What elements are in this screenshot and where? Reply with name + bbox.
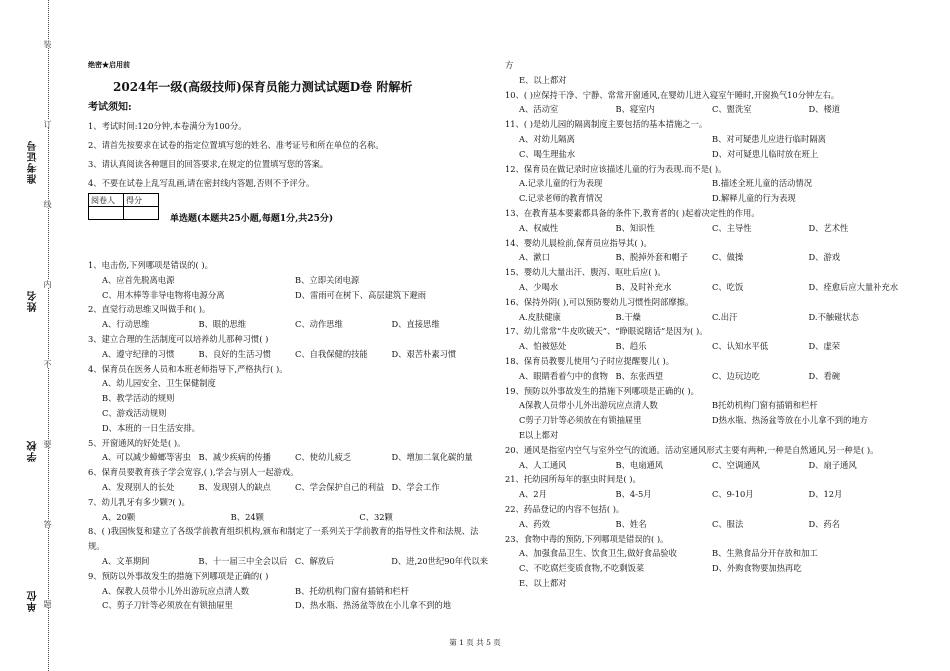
option-row [505, 280, 905, 295]
option-text: A、活动室 [519, 104, 559, 115]
option-text: C、认知水平低 [712, 341, 769, 352]
seal-char: 题 [43, 600, 52, 608]
option-text: C、9-10月 [712, 489, 754, 500]
option-text: A、加强食品卫生、饮食卫生,做好食品验收 [519, 548, 677, 559]
option-text: D.解释儿童的行为表现 [712, 193, 796, 204]
sidebar-label: 准考证号 [28, 140, 39, 184]
question-text: 16、保持外阴( ),可以预防婴幼儿习惯性阴部摩擦。 [505, 296, 694, 307]
question-text: 18、保育员教婴儿使用勺子时应提醒婴儿( )。 [505, 355, 675, 366]
option-row [88, 376, 488, 391]
option-text: D、看碗 [808, 370, 841, 381]
option-row [505, 546, 905, 561]
question-text: 15、婴幼儿大量出汗、腹泻、呕吐后应( )。 [505, 267, 666, 278]
option-row [88, 450, 488, 465]
option-text: C、边玩边吃 [712, 370, 760, 381]
option-row [505, 102, 905, 117]
option-text: C、喝生理盐水 [519, 148, 576, 159]
option-text: D、雷雨可在树下、高层建筑下避雨 [295, 289, 427, 300]
option-text: B、减少疾病的传播 [198, 452, 271, 463]
option-text: D、游戏 [808, 252, 841, 263]
question-text: 5、开窗通风的好处是( )。 [88, 437, 186, 448]
rule-item: 2、请首先按要求在试卷的指定位置填写您的姓名、准考证号和所在单位的名称。 [88, 140, 384, 150]
option-text: D、痊愈后应大量补充水 [808, 281, 899, 292]
notice-heading: 考试须知: [88, 102, 132, 113]
question-text: 3、建立合理的生活制度可以培养幼儿那种习惯( ) [88, 333, 269, 344]
option-text: C、动作思维 [295, 319, 343, 330]
score-table [88, 193, 159, 220]
option-text: A.皮肤健康 [519, 311, 561, 322]
option-text: C、32颗 [359, 511, 393, 522]
option-text: A、可以减少蟑螂等害虫 [102, 452, 191, 463]
option-text: B、教学活动的规则 [102, 393, 175, 404]
exam-title: 2024年一级(高级技师)保育员能力测试试题D卷 附解析 [113, 80, 413, 94]
notice-rules [88, 117, 384, 193]
binding-margin [0, 0, 60, 671]
option-text: A、少喝水 [519, 281, 559, 292]
option-text: B、及时补充水 [615, 281, 672, 292]
option-text: D、热水瓶、热汤盆等放在小儿拿不到的地 [295, 600, 451, 611]
option-row [505, 458, 905, 473]
option-text: C、吃饭 [712, 281, 744, 292]
secret-label: 绝密★启用前 [88, 60, 130, 69]
reviewer-input[interactable] [89, 207, 124, 220]
option-row [505, 398, 905, 413]
rule-item: 1、考试时间:120分钟,本卷满分为100分。 [88, 121, 247, 131]
option-text: C、盥洗室 [712, 104, 752, 115]
option-row [88, 584, 488, 599]
option-text: B、趋乐 [615, 341, 647, 352]
option-text: B、发现别人的缺点 [198, 481, 271, 492]
option-text: E、以上都对 [519, 577, 567, 588]
option-text: C、主导性 [712, 222, 752, 233]
sidebar-label: 学校 [28, 440, 39, 462]
option-text: D、楼道 [808, 104, 841, 115]
seal-char: 要 [43, 440, 52, 448]
option-row [88, 347, 488, 362]
option-text: D、对可疑患儿临时放在班上 [712, 148, 819, 159]
sidebar-label: 单位 [28, 590, 39, 612]
seal-char: 订 [43, 120, 52, 128]
option-row [505, 561, 905, 576]
question-text: 22、药品登记的内容不包括( )。 [505, 503, 625, 514]
option-row [88, 288, 488, 303]
seal-char: 线 [43, 200, 52, 208]
option-row [505, 176, 905, 191]
question-text: 7、幼儿乳牙有多少颗?( )。 [88, 496, 190, 507]
question-text: 19、预防以外事故发生的措施下列哪项是正确的( )。 [505, 385, 699, 396]
option-text: D热水瓶、热汤盆等放在小儿拿不到的地方 [712, 415, 868, 426]
question-text: 10、( )应保持干净、宁静、常常开窗通风,在婴幼儿进入寝室午睡时,开窗换气10分钟左右。 [505, 89, 840, 100]
option-text: B、姓名 [615, 518, 647, 529]
option-text: B、24颗 [230, 511, 264, 522]
option-text: B、4-5月 [615, 489, 652, 500]
question-text: 8、( )我国恢复和建立了各级学前教育组织机构,颁布和制定了一系列关于学前教育的指导性文件和法规、法规。 [88, 526, 479, 552]
question-text: 方 [505, 60, 514, 70]
option-row [505, 191, 905, 206]
option-row [505, 250, 905, 265]
option-text: C、做操 [712, 252, 744, 263]
score-input[interactable] [124, 207, 159, 220]
option-row [505, 132, 905, 147]
option-text: C.出汗 [712, 311, 738, 322]
option-row [88, 391, 488, 406]
question-text: 1、电击伤,下列哪项是错误的( )。 [88, 260, 213, 270]
option-text: B、眼的思维 [198, 319, 247, 330]
option-text: D、艺术性 [808, 222, 849, 233]
option-text: D、直接思维 [391, 319, 440, 330]
option-text: D、学会工作 [391, 481, 440, 492]
option-row [505, 517, 905, 532]
option-text: C剪子刀针等必须放在有锁抽屉里 [519, 415, 642, 426]
question-text: 13、在教育基本要素都具备的条件下,教育者的( )起着决定性的作用。 [505, 207, 760, 218]
option-text: B、寝室内 [615, 104, 655, 115]
option-row [88, 273, 488, 288]
option-text: B、电扇通风 [615, 459, 664, 470]
option-text: D.不触碰状态 [808, 311, 859, 322]
option-row [505, 413, 905, 428]
option-row [505, 576, 905, 591]
option-text: A.记录儿童的行为表现 [519, 178, 603, 189]
option-text: A、行动思维 [102, 319, 150, 330]
seal-char: 答 [43, 520, 52, 528]
option-text: C、不吃腐烂变质食物,不吃剩饭菜 [519, 563, 645, 574]
rule-item: 3、请认真阅读各种题目的回答要求,在规定的位置填写您的答案。 [88, 159, 329, 169]
option-row [505, 310, 905, 325]
option-row [505, 73, 905, 88]
seal-line [48, 0, 49, 671]
option-row [505, 369, 905, 384]
option-text: B、生熟食品分开存放和加工 [712, 548, 818, 559]
option-row [88, 421, 488, 436]
option-row [88, 406, 488, 421]
option-text: D、虚荣 [808, 341, 841, 352]
question-text: 17、幼儿常常“牛皮吹破天”、“睁眼说瞎话”是因为( )。 [505, 326, 708, 337]
question-column-right [505, 58, 905, 591]
question-text: 20、通风是指室内空气与室外空气的流通。活动室通风形式主要有两种,一种是自然通风,另一种是( )。 [505, 444, 879, 455]
option-text: A、发现别人的长处 [102, 481, 175, 492]
option-text: D、艰苦朴素习惯 [391, 348, 457, 359]
option-text: D、进,20世纪90年代以来 [391, 555, 488, 566]
option-text: D、药名 [808, 518, 841, 529]
option-row [88, 554, 488, 569]
option-text: C、自我保健的技能 [295, 348, 368, 359]
option-text: E以上都对 [519, 429, 559, 440]
option-text: A、怕被惩处 [519, 341, 567, 352]
option-text: B、对可疑患儿应进行临时隔离 [712, 133, 826, 144]
option-text: A、应首先脱离电源 [102, 274, 175, 285]
option-row [88, 510, 488, 525]
question-text: 21、托幼园所每年的驱虫时间是( )。 [505, 474, 641, 485]
sidebar-label: 姓名 [28, 290, 39, 312]
option-row [88, 480, 488, 495]
option-text: D、12月 [808, 489, 843, 500]
option-text: D、外购食物要加热再吃 [712, 563, 802, 574]
option-text: D、扇子通风 [808, 459, 857, 470]
option-text: A、2月 [519, 489, 547, 500]
option-text: A、漱口 [519, 252, 550, 263]
option-text: E、以上都对 [519, 74, 567, 85]
option-text: A、保教人员带小儿外出游玩应点清人数 [102, 585, 250, 596]
option-text: A、眼睛看着勺中的食物 [519, 370, 608, 381]
seal-char: 不 [43, 360, 52, 368]
option-text: C.记录老师的教育情况 [519, 193, 603, 204]
option-text: B、良好的生活习惯 [198, 348, 271, 359]
question-text: 4、保育员在医务人员和本班老师指导下,严格执行( )。 [88, 363, 288, 374]
option-text: C、服法 [712, 518, 744, 529]
option-text: C、用木棒等非导电物将电源分离 [102, 289, 225, 300]
option-text: B、立即关闭电源 [295, 274, 360, 285]
section-title: 单选题(本题共25小题,每题1分,共25分) [170, 214, 334, 224]
seal-char: 内 [43, 280, 52, 288]
option-text: A、对幼儿隔离 [519, 133, 575, 144]
question-text: 2、直觉行动思维又叫做手和( )。 [88, 304, 211, 315]
option-text: A、遵守纪律的习惯 [102, 348, 175, 359]
option-text: B托幼机构门窗有插销和栏杆 [712, 400, 818, 411]
question-column-left [88, 258, 488, 613]
rule-item: 4、不要在试卷上乱写乱画,请在密封线内答题,否则不予评分。 [88, 178, 315, 188]
question-text: 14、婴幼儿晨检前,保育员应指导其( )。 [505, 237, 652, 248]
option-text: D、本班的一日生活安排。 [102, 422, 200, 433]
option-text: C、解放后 [294, 555, 335, 566]
option-text: A、文革期间 [102, 555, 150, 566]
option-text: B、东张西望 [615, 370, 664, 381]
question-text: 11、( )是幼儿园的隔离制度主要包括的基本措施之一。 [505, 119, 708, 130]
question-text: 9、预防以外事故发生的措施下列哪项是正确的( ) [88, 570, 269, 581]
option-text: A、权威性 [519, 222, 559, 233]
option-row [505, 147, 905, 162]
option-text: C、空调通风 [712, 459, 760, 470]
option-text: A、药效 [519, 518, 550, 529]
option-row [505, 339, 905, 354]
option-text: C、剪子刀针等必须放在有锁抽屉里 [102, 600, 233, 611]
option-row [505, 428, 905, 443]
option-text: A、20颗 [102, 511, 136, 522]
option-row [88, 598, 488, 613]
option-text: B、十一届三中全会以后 [198, 555, 288, 566]
option-text: D、增加二氧化碳的量 [391, 452, 473, 463]
score-cell: 得分 [124, 194, 159, 207]
question-text: 6、保育员要教育孩子学会宽容,( ),学会与别人一起游戏。 [88, 467, 299, 478]
page-footer: 第 1 页 共 5 页 [449, 638, 501, 647]
option-text: B、脱掉外套和帽子 [615, 252, 688, 263]
option-text: A、幼儿园安全、卫生保健制度 [102, 378, 216, 389]
reviewer-cell: 阅卷人 [89, 194, 124, 207]
option-row [505, 487, 905, 502]
option-text: A保教人员带小儿外出游玩应点清人数 [519, 400, 658, 411]
option-text: A、人工通风 [519, 459, 567, 470]
question-text: 23、食物中毒的预防,下列哪项是错误的( )。 [505, 533, 669, 544]
option-text: B.描述全班儿童的活动情况 [712, 178, 813, 189]
option-text: C、游戏活动规则 [102, 407, 167, 418]
option-row [88, 317, 488, 332]
option-text: B、托幼机构门窗有插销和栏杆 [295, 585, 409, 596]
option-text: B.干燥 [615, 311, 641, 322]
option-text: C、使幼儿疲乏 [295, 452, 352, 463]
question-text: 12、保育员在做记录时应该描述儿童的行为表现.而不是( )。 [505, 163, 727, 174]
seal-char: 装 [43, 40, 52, 48]
option-text: B、知识性 [615, 222, 655, 233]
option-row [505, 221, 905, 236]
option-text: C、学会保护自己的利益 [295, 481, 385, 492]
